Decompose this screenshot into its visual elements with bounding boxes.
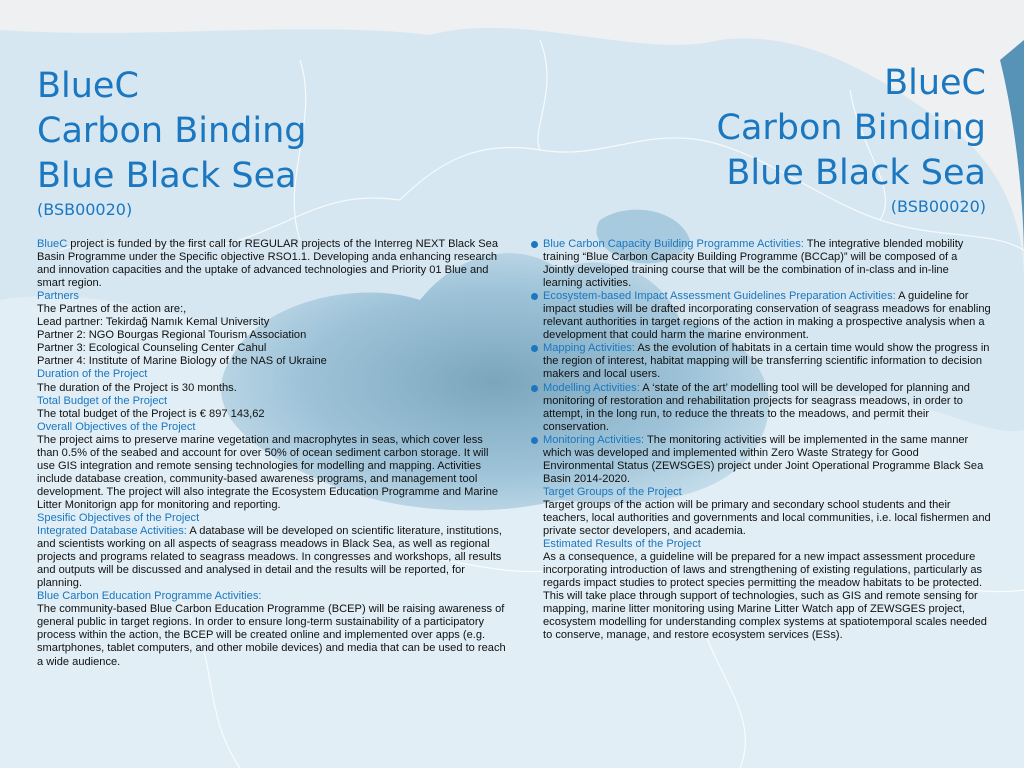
- partner-item: Partner 3: Ecological Counseling Center Cahul: [37, 342, 267, 355]
- activity-heading: Modelling Activities:: [543, 381, 640, 394]
- activity-heading: Ecosystem-based Impact Assessment Guidelines Preparation Activities:: [543, 290, 896, 303]
- intro-text: project is funded by the first call for REGULAR projects of the Interreg NEXT Black Sea Basin Programme under the Specific objective RSO1.1. Developing anda enhancing research and innovation capacities and the uptake of advanced technologies and Priority 01 Blue and smart region.: [37, 238, 499, 290]
- intro-paragraph: [37, 238, 507, 290]
- target-groups-text: Target groups of the action will be primary and secondary school students and their teachers, local authorities and governments and local communities, i.e. local fishermen and private sector developers, and academia.: [543, 498, 991, 538]
- estimated-results-text: As a consequence, a guideline will be prepared for a new impact assessment procedure incorporating introduction of laws and strengthening of existing regulations, particularly as regards impact studies to protect species permitting the meadow habitats to be protected. This will take place through support of technologies, such as GIS and remote sensing for mapping, marine litter monitoring using Marine Litter Watch app of ZEWSGES project, ecosystem modelling for understanding complex systems at spatiotemporal scales needed to conserve, manage, and restore ecosystem services (ESs).: [543, 551, 987, 642]
- activity-text: A ‘state of the art’ modelling tool will be developed for planning and monitoring of restoration and rehabilitation projects for seagrass meadows, in order to attempt, in the long run, to reduce the threats to the meadows, and permit their conservation.: [543, 381, 970, 433]
- partners-intro: The Partnes of the action are:,: [37, 303, 187, 316]
- title-block-left: [37, 64, 306, 219]
- target-groups-heading: Target Groups of the Project: [543, 485, 682, 498]
- activity-text: A guideline for impact studies will be drafted incorporating conservation of seagrass meadows for enabling relevant authorities in target regions of the action in making a prospective analysis when a development that could harm the marine environment.: [543, 290, 991, 342]
- bullet-dot-icon: [531, 385, 538, 392]
- title-line-3: Blue Black Sea: [726, 153, 986, 193]
- title-line-1: BlueC: [37, 66, 139, 106]
- activity-bullet: [543, 238, 991, 290]
- activity-heading: Mapping Activities:: [543, 342, 635, 355]
- activity-text: As the evolution of habitats in a certain time would show the progress in the region of interest, habitat mapping will be transferring scientific information to decision makers and local users.: [543, 342, 990, 381]
- right-column: [543, 238, 991, 642]
- budget-text: The total budget of the Project is € 897 143,62: [37, 407, 265, 420]
- title-line-2: Carbon Binding: [716, 108, 986, 148]
- database-heading: Integrated Database Activities:: [37, 525, 187, 538]
- specific-objectives-heading: Spesific Objectives of the Project: [37, 511, 200, 524]
- bullet-dot-icon: [531, 241, 538, 248]
- title-line-1: BlueC: [884, 63, 986, 103]
- education-heading: Blue Carbon Education Programme Activities:: [37, 590, 262, 603]
- partner-item: Partner 4: Institute of Marine Biology of the NAS of Ukraine: [37, 355, 327, 368]
- estimated-results-heading: Estimated Results of the Project: [543, 538, 701, 551]
- bullet-dot-icon: [531, 437, 538, 444]
- duration-heading: Duration of the Project: [37, 368, 148, 381]
- title-block-right: [717, 61, 986, 216]
- activity-bullet: [543, 382, 991, 434]
- activity-text: The integrative blended mobility training “Blue Carbon Capacity Building Programme (BCCap)” will be composed of a Jointly developed training course that will be the combination of in-class and in-line learning activities.: [543, 238, 964, 290]
- title-line-3: Blue Black Sea: [37, 156, 297, 196]
- overall-objectives-text: The project aims to preserve marine vegetation and macrophytes in seas, which cover less than 0.5% of the seabed and account for over 50% of ocean sediment carbon storage. It will use GIS integration and remote sensing technologies for modelling and mapping. Activities include database creation, community-based awareness programs, and management tool development. The project will also integrate the Ecosystem Education Programme and Marine Litter Monitorign app for monitoring and reporting.: [37, 433, 499, 511]
- intro-lead: BlueC: [37, 238, 68, 250]
- project-code: (BSB00020): [890, 197, 986, 216]
- activity-bullet: [543, 434, 991, 486]
- duration-text: The duration of the Project is 30 months.: [37, 381, 237, 394]
- activity-heading: Blue Carbon Capacity Building Programme Activities:: [543, 238, 804, 250]
- partners-heading: Partners: [37, 290, 79, 303]
- activity-text: The monitoring activities will be implemented in the same manner which was developed and implemented within Zero Waste Strategy for Good Environmental Status (ZEWSGES) project under Joint Operational Programme Black Sea Basin 2014-2020.: [543, 433, 984, 485]
- partner-item: Partner 2: NGO Bourgas Regional Tourism Association: [37, 329, 307, 342]
- activity-heading: Monitoring Activities:: [543, 433, 645, 446]
- project-code: (BSB00020): [37, 200, 133, 219]
- activity-bullet: [543, 342, 991, 381]
- partner-item: Lead partner: Tekirdağ Namık Kemal University: [37, 316, 270, 329]
- database-text: A database will be developed on scientific literature, institutions, and scientists working on all aspects of seagrass meadows in Black Sea, as well as regional projects and programs related to seagrass meadows. In congresses and workshops, all results and outputs will be discussed and analysed in detail and the results will be reported, for planning.: [37, 525, 502, 590]
- budget-heading: Total Budget of the Project: [37, 394, 168, 407]
- education-text: The community-based Blue Carbon Education Programme (BCEP) will be raising awareness of general public in target regions. In order to ensure long-term sustainability of a participatory process within the action, the BCEP will be created online and implemented over apps (e.g. smartphones, tablet computers, and other mobile devices) and media that can be used to reach a wide audience.: [37, 603, 506, 668]
- left-column: [37, 238, 507, 669]
- overall-objectives-heading: Overall Objectives of the Project: [37, 420, 196, 433]
- title-line-2: Carbon Binding: [37, 111, 307, 151]
- database-paragraph: [37, 525, 507, 590]
- activity-bullet: [543, 290, 991, 342]
